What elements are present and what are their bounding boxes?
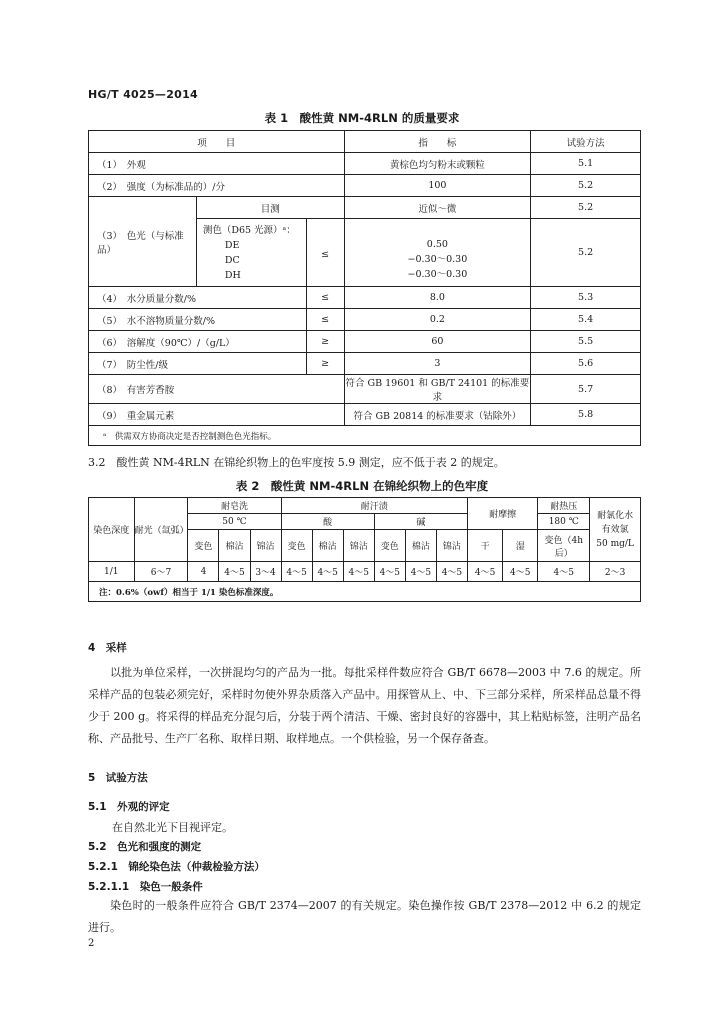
header-item: 项 目: [89, 131, 345, 153]
row-method: 5.4: [531, 309, 641, 331]
header-sweat: 耐汗渍: [281, 498, 467, 514]
quality-requirements-table: [88, 130, 641, 446]
table-cell: 4～5: [436, 562, 467, 582]
table-row: [89, 175, 641, 197]
section-5-1-title: 5.1 外观的评定: [88, 801, 170, 813]
header-nylon: 锦沾: [436, 530, 467, 562]
header-wash-temp: 50 ℃: [188, 514, 281, 530]
row-item: （9） 重金属元素: [89, 404, 345, 426]
table-cell: 4～5: [219, 562, 250, 582]
header-dry: 干: [467, 530, 502, 562]
shade-de-label: DE: [224, 239, 240, 251]
header-light: 耐光（氙弧）: [134, 498, 188, 562]
header-chlorine: 耐氯化水: [597, 510, 634, 521]
row-method: 5.3: [531, 287, 641, 309]
header-rub: 耐摩擦: [467, 498, 537, 530]
row-item: （5） 水不溶物质量分数/%: [89, 309, 307, 331]
header-acid: 酸: [281, 514, 374, 530]
header-chlorine-cell: [590, 498, 641, 562]
row-value: 100: [344, 175, 531, 197]
table-cell: 3～4: [250, 562, 281, 582]
section-4-title: 4 采样: [88, 642, 127, 654]
table1-header-row: [89, 131, 641, 153]
standard-code-header: HG/T 4025—2014: [88, 88, 199, 101]
row-method: 5.1: [531, 153, 641, 175]
section-5-title: 5 试验方法: [88, 772, 148, 784]
table-cell: 4～5: [467, 562, 502, 582]
shade-dh-label: DH: [224, 269, 241, 281]
header-wash: 耐皂洗: [188, 498, 281, 514]
row-item: （8） 有害芳香胺: [89, 375, 345, 404]
row-method: 5.7: [531, 375, 641, 404]
table-cell: 4～5: [374, 562, 405, 582]
row-symbol: ≤: [306, 287, 344, 309]
table-cell: 2～3: [590, 562, 641, 582]
table-cell: 4～5: [503, 562, 538, 582]
header-cotton: 棉沾: [405, 530, 436, 562]
header-cotton: 棉沾: [219, 530, 250, 562]
table-row: [89, 287, 641, 309]
header-index: 指 标: [344, 131, 531, 153]
row-symbol: ≤: [306, 309, 344, 331]
shade-dc-value: −0.30～0.30: [407, 254, 468, 265]
table-cell: 4～5: [312, 562, 343, 582]
table1-footnote: ᵃ 供需双方协商决定是否控制测色色光指标。: [89, 426, 641, 446]
header-alkali: 碱: [374, 514, 467, 530]
table2-note-row: [89, 582, 641, 602]
row-symbol: ≥: [306, 353, 344, 375]
row-value: 近似～微: [344, 197, 531, 219]
header-cotton: 棉沾: [312, 530, 343, 562]
header-chlorine-3: 50 mg/L: [596, 538, 634, 549]
row-method: 5.2: [531, 197, 641, 219]
section-5-2-1-title: 5.2.1 锦纶染色法（仲裁检验方法）: [88, 861, 265, 873]
shade-de-value: 0.50: [426, 239, 448, 250]
table-cell: 4～5: [343, 562, 374, 582]
section-5-2-1-1-title: 5.2.1.1 染色一般条件: [88, 881, 203, 893]
header-method: 试验方法: [531, 131, 641, 153]
shade-instrument-label: 测色（D65 光源）ᵃ：: [202, 224, 296, 236]
header-change: 变色: [281, 530, 312, 562]
table-cell: 4: [188, 562, 219, 582]
shade-instrument-cell: [196, 219, 306, 287]
header-heat-temp: 180 ℃: [538, 514, 590, 530]
section-5-2-1-1-text: 染色时的一般条件应符合 GB/T 2374—2007 的有关规定。染色操作按 GB/T 2378—2012 中 6.2 的规定进行。: [88, 899, 641, 934]
row-method: 5.6: [531, 353, 641, 375]
row-method: 5.5: [531, 331, 641, 353]
shade-dh-value: −0.30～0.30: [407, 269, 468, 280]
row-value: 符合 GB 19601 和 GB/T 24101 的标准要求: [344, 375, 531, 404]
table1-footnote-row: [89, 426, 641, 446]
table-row: [89, 331, 641, 353]
row-value: 8.0: [344, 287, 531, 309]
row-method: 5.8: [531, 404, 641, 426]
header-heat-change: 变色（4h后）: [538, 530, 590, 562]
row-value: 符合 GB 20814 的标准要求（钴除外）: [344, 404, 531, 426]
table-cell: 4～5: [538, 562, 590, 582]
shade-symbol: ≤: [306, 219, 344, 287]
row-value: 60: [344, 331, 531, 353]
section-5-1-text: 在自然北光下目视评定。: [112, 821, 233, 834]
table-row: [89, 197, 641, 219]
row-item: （6） 溶解度（90℃）/（g/L）: [89, 331, 307, 353]
row-item: （3） 色光（与标准品）: [89, 197, 197, 287]
page-number: 2: [88, 938, 95, 949]
table2-caption: 表 2 酸性黄 NM-4RLN 在锦纶织物上的色牢度: [235, 479, 489, 493]
header-chlorine-2: 有效氯: [601, 524, 629, 535]
table-row: [89, 404, 641, 426]
section-4-text: 以批为单位采样，一次拼混均匀的产品为一批。每批采样件数应符合 GB/T 6678—2003 中 7.6 的规定。所采样产品的包装必须完好，采样时勿使外界杂质落入产品中。用探管从上、中、下三部分采样，所采样品总量不得少于 200 g。将采得的样品充分混匀后，分装于两个清洁、干燥、密封良好的容器中，其上粘贴标签，注明产品名称、产品批号、生产厂名称、取样日期、取样地点。一个供检验，另一个保存备查。: [88, 666, 641, 745]
table-row: [89, 562, 641, 582]
table-cell: 6～7: [134, 562, 188, 582]
shade-values-cell: [344, 219, 531, 287]
section-5-2-title: 5.2 色光和强度的测定: [88, 841, 202, 853]
table1-caption: 表 1 酸性黄 NM-4RLN 的质量要求: [264, 111, 460, 125]
header-heat: 耐热压: [538, 498, 590, 514]
row-item: （1） 外观: [89, 153, 345, 175]
table-cell: 4～5: [405, 562, 436, 582]
paragraph-3-2: 3.2 酸性黄 NM-4RLN 在锦纶织物上的色牢度按 5.9 测定，应不低于表 2 的规定。: [88, 456, 505, 469]
table-row: [89, 309, 641, 331]
row-value: 黄棕色均匀粉末或颗粒: [344, 153, 531, 175]
table-row: [89, 375, 641, 404]
header-depth: 染色深度: [89, 498, 135, 562]
shade-visual-label: 目测: [196, 197, 344, 219]
color-fastness-table: [88, 497, 641, 602]
header-change: 变色: [374, 530, 405, 562]
row-item: （2） 强度（为标准品的）/分: [89, 175, 345, 197]
row-value: 0.2: [344, 309, 531, 331]
shade-dc-label: DC: [224, 254, 240, 266]
row-symbol: ≥: [306, 331, 344, 353]
header-nylon: 锦沾: [250, 530, 281, 562]
table-cell: 1/1: [89, 562, 135, 582]
row-method: 5.2: [531, 175, 641, 197]
table2-note: 注：0.6%（owf）相当于 1/1 染色标准深度。: [89, 582, 641, 602]
table-row: [89, 153, 641, 175]
header-wet: 湿: [503, 530, 538, 562]
header-change: 变色: [188, 530, 219, 562]
row-method: 5.2: [531, 219, 641, 287]
table2-header-row-1: [89, 498, 641, 514]
header-nylon: 锦沾: [343, 530, 374, 562]
row-item: （4） 水分质量分数/%: [89, 287, 307, 309]
table-row: [89, 353, 641, 375]
row-item: （7） 防尘性/级: [89, 353, 307, 375]
table-cell: 4～5: [281, 562, 312, 582]
row-value: 3: [344, 353, 531, 375]
